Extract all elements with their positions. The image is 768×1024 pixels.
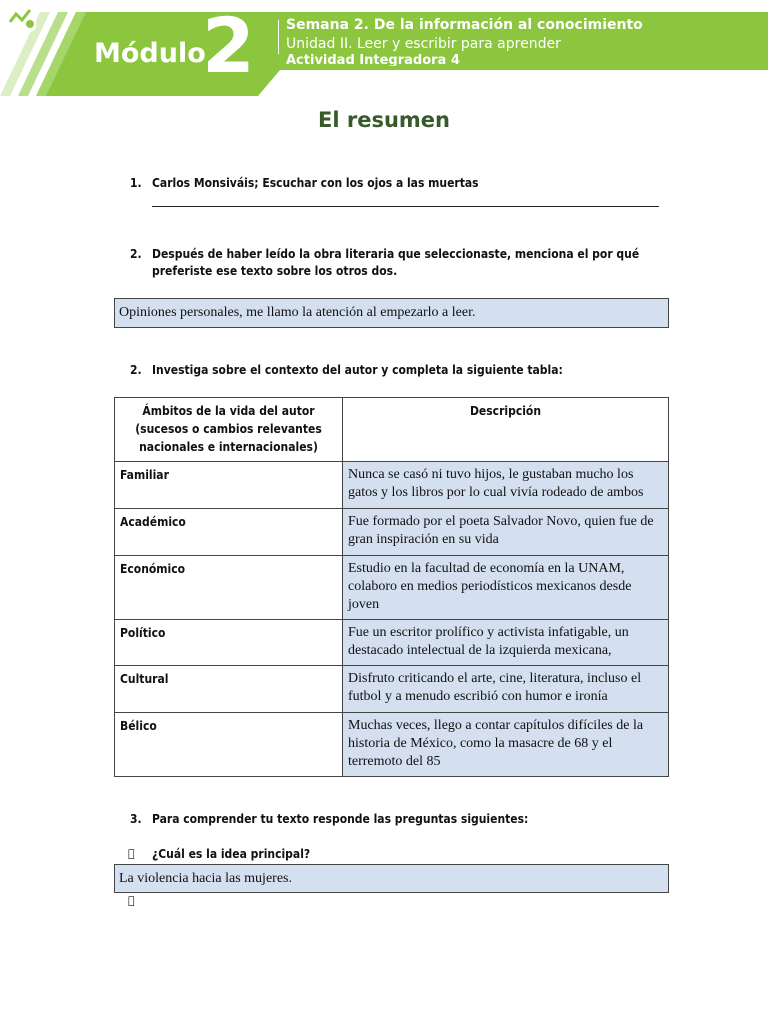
- row-category: Familiar: [115, 462, 343, 509]
- table-row: [115, 462, 669, 509]
- question-3: [130, 811, 670, 828]
- module-number: 2: [202, 1, 255, 90]
- row-description: Estudio en la facultad de economía en la UNAM, colaboro en medios periodísticos mexicanos desde joven: [343, 556, 669, 620]
- question-number: 2.: [130, 247, 142, 261]
- row-category: Cultural: [115, 666, 343, 713]
- week-title: Semana 2. De la información al conocimiento: [286, 17, 643, 33]
- row-description: Fue un escritor prolífico y activista infatigable, un destacado intelectual de la izquierda mexicana,: [343, 620, 669, 666]
- missing-glyph-bullet-icon: [128, 847, 135, 860]
- row-description: Fue formado por el poeta Salvador Novo, quien fue de gran inspiración en su vida: [343, 509, 669, 556]
- unit-title: Unidad II. Leer y escribir para aprender: [286, 36, 561, 52]
- row-category: Económico: [115, 556, 343, 620]
- missing-glyph-bullet-icon: [128, 894, 135, 907]
- prepa-logo-icon: [0, 0, 40, 36]
- row-description: Nunca se casó ni tuvo hijos, le gustaban mucho los gatos y los libros por lo cual vivía rodeado de ambos: [343, 462, 669, 509]
- answer-box-preference: Opiniones personales, me llamo la atención al empezarlo a leer.: [114, 298, 669, 328]
- question-2b: [130, 362, 670, 379]
- table-header-row: [115, 398, 669, 462]
- table-row: [115, 620, 669, 666]
- table-row: [115, 556, 669, 620]
- column-header-areas: Ámbitos de la vida del autor (sucesos o cambios relevantes nacionales e internacionales): [115, 398, 343, 462]
- module-header-banner: [0, 0, 768, 96]
- activity-title: Actividad Integradora 4: [286, 54, 460, 66]
- question-text: Después de haber leído la obra literaria que seleccionaste, menciona el por qué preferiste ese texto sobre los otros dos.: [152, 247, 640, 278]
- sub-question-main-idea: [152, 846, 652, 863]
- answer-underline: [152, 206, 659, 207]
- question-1: [130, 175, 660, 192]
- table-row: [115, 713, 669, 777]
- question-number: 2.: [130, 363, 142, 377]
- row-category: Bélico: [115, 713, 343, 777]
- table-row: [115, 509, 669, 556]
- answer-box-main-idea: La violencia hacia las mujeres.: [114, 864, 669, 893]
- page-title: El resumen: [318, 108, 450, 132]
- sub-question-text: ¿Cuál es la idea principal?: [152, 847, 311, 861]
- row-category: Académico: [115, 509, 343, 556]
- question-2a: [130, 246, 670, 280]
- row-category: Político: [115, 620, 343, 666]
- table-row: [115, 666, 669, 713]
- question-text: Para comprender tu texto responde las preguntas siguientes:: [152, 812, 529, 826]
- question-text: Carlos Monsiváis; Escuchar con los ojos a las muertas: [152, 176, 479, 190]
- question-number: 1.: [130, 176, 142, 190]
- question-number: 3.: [130, 812, 142, 826]
- module-word: Módulo: [94, 38, 206, 69]
- author-context-table: [114, 397, 669, 777]
- row-description: Disfruto criticando el arte, cine, literatura, incluso el futbol y a menudo escribió con humor e ironía: [343, 666, 669, 713]
- header-divider: [278, 20, 279, 54]
- row-description: Muchas veces, llego a contar capítulos difíciles de la historia de México, como la masacre de 68 y el terremoto del 85: [343, 713, 669, 777]
- question-text: Investiga sobre el contexto del autor y completa la siguiente tabla:: [152, 363, 563, 377]
- column-header-description: Descripción: [343, 398, 669, 462]
- header-text-block: [286, 16, 643, 66]
